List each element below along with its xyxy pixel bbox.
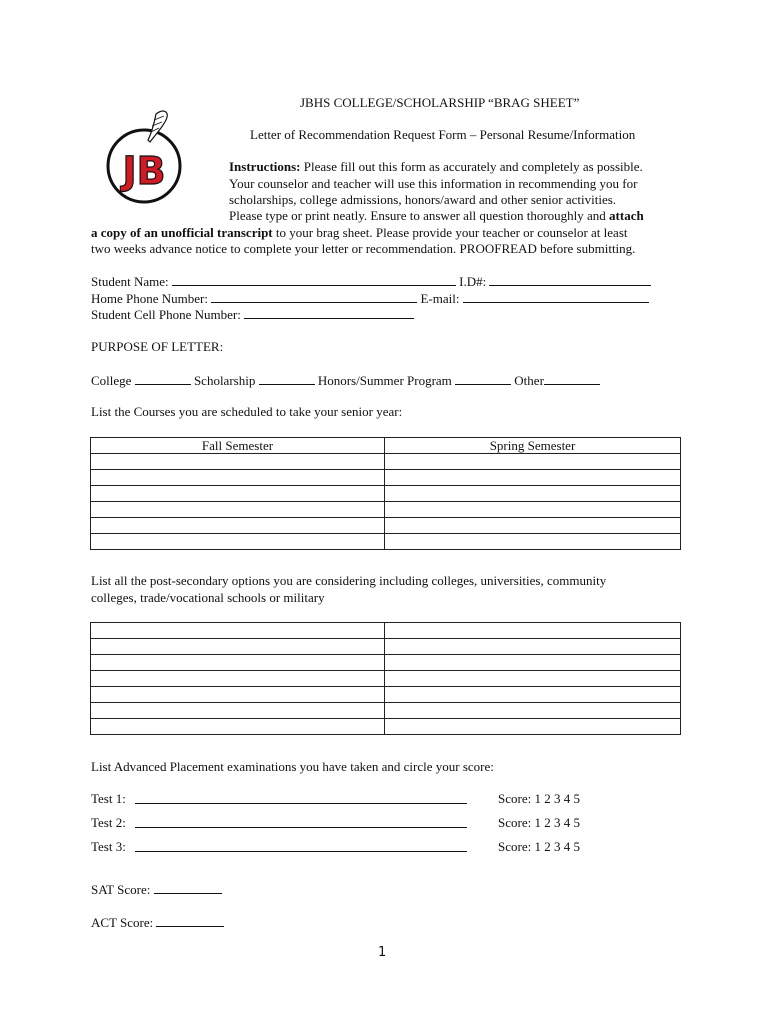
jbhs-logo xyxy=(104,106,184,206)
course-cell[interactable] xyxy=(91,518,385,534)
instructions-line-5: a copy of an unofficial transcript to your brag sheet. Please provide your teacher or counselor at least xyxy=(91,225,628,240)
table-row xyxy=(91,703,681,719)
courses-prompt: List the Courses you are scheduled to take your senior year: xyxy=(91,404,403,419)
ap-test-3-score[interactable]: Score: 1 2 3 4 5 xyxy=(498,839,580,854)
option-cell[interactable] xyxy=(91,623,385,639)
act-row xyxy=(91,914,224,931)
table-row xyxy=(91,671,681,687)
option-cell[interactable] xyxy=(91,639,385,655)
table-row xyxy=(91,655,681,671)
home-phone-row xyxy=(91,290,649,307)
ap-test-3-field[interactable] xyxy=(135,839,467,852)
cell-phone-field[interactable] xyxy=(244,306,414,319)
postsecondary-prompt-line-1: List all the post-secondary options you are considering including colleges, universities, community xyxy=(91,573,607,588)
act-label: ACT Score: xyxy=(91,915,154,930)
purpose-honors-field[interactable] xyxy=(455,372,511,385)
ap-test-1-field[interactable] xyxy=(135,791,467,804)
option-cell[interactable] xyxy=(385,639,681,655)
table-row xyxy=(91,687,681,703)
purpose-college-label: College xyxy=(91,373,132,388)
courses-table xyxy=(90,437,681,550)
purpose-options-row xyxy=(91,372,600,389)
student-name-label: Student Name: xyxy=(91,274,169,289)
page-number: 1 xyxy=(378,945,387,960)
spring-semester-header: Spring Semester xyxy=(385,438,681,454)
fall-semester-header: Fall Semester xyxy=(91,438,385,454)
course-cell[interactable] xyxy=(385,502,681,518)
student-name-field[interactable] xyxy=(172,273,456,286)
home-phone-field[interactable] xyxy=(211,290,417,303)
table-row xyxy=(91,470,681,486)
option-cell[interactable] xyxy=(91,687,385,703)
option-cell[interactable] xyxy=(385,703,681,719)
ap-test-2-label: Test 2: xyxy=(91,815,126,830)
purpose-other-field[interactable] xyxy=(544,372,600,385)
course-cell[interactable] xyxy=(385,534,681,550)
option-cell[interactable] xyxy=(91,719,385,735)
ap-test-2-field[interactable] xyxy=(135,815,467,828)
instructions-line-4: Please type or print neatly. Ensure to answer all question thoroughly and attach xyxy=(229,208,644,223)
ap-test-1-score[interactable]: Score: 1 2 3 4 5 xyxy=(498,791,580,806)
course-cell[interactable] xyxy=(91,534,385,550)
instructions-line-1: Instructions: Please fill out this form as accurately and completely as possible. xyxy=(229,159,643,174)
purpose-heading: PURPOSE OF LETTER: xyxy=(91,339,224,354)
table-row xyxy=(91,534,681,550)
option-cell[interactable] xyxy=(385,719,681,735)
act-field[interactable] xyxy=(156,914,224,927)
instructions-line-6: two weeks advance notice to complete your letter or recommendation. PROOFREAD before submitting. xyxy=(91,241,636,256)
option-cell[interactable] xyxy=(91,671,385,687)
purpose-college-field[interactable] xyxy=(135,372,191,385)
course-cell[interactable] xyxy=(385,454,681,470)
logo-text: JB xyxy=(122,149,166,193)
sat-label: SAT Score: xyxy=(91,882,151,897)
instructions-label: Instructions: xyxy=(229,159,301,174)
course-cell[interactable] xyxy=(385,518,681,534)
course-cell[interactable] xyxy=(385,486,681,502)
student-name-row xyxy=(91,273,651,290)
ap-test-1-label: Test 1: xyxy=(91,791,126,806)
instructions-line-3: scholarships, college admissions, honors/award and other senior activities. xyxy=(229,192,617,207)
sat-row xyxy=(91,881,222,898)
option-cell[interactable] xyxy=(91,703,385,719)
option-cell[interactable] xyxy=(385,623,681,639)
course-cell[interactable] xyxy=(91,470,385,486)
table-row xyxy=(91,639,681,655)
table-row xyxy=(91,502,681,518)
table-row xyxy=(91,518,681,534)
email-label: E-mail: xyxy=(420,291,460,306)
ap-test-2-score[interactable]: Score: 1 2 3 4 5 xyxy=(498,815,580,830)
course-cell[interactable] xyxy=(91,502,385,518)
postsecondary-table xyxy=(90,622,681,735)
cell-phone-row xyxy=(91,306,414,323)
table-row xyxy=(91,486,681,502)
option-cell[interactable] xyxy=(385,655,681,671)
form-title: JBHS COLLEGE/SCHOLARSHIP “BRAG SHEET” xyxy=(300,95,580,110)
id-field[interactable] xyxy=(489,273,651,286)
course-cell[interactable] xyxy=(385,470,681,486)
postsecondary-prompt-line-2: colleges, trade/vocational schools or military xyxy=(91,590,325,605)
cell-phone-label: Student Cell Phone Number: xyxy=(91,307,241,322)
purpose-scholarship-field[interactable] xyxy=(259,372,315,385)
option-cell[interactable] xyxy=(385,687,681,703)
option-cell[interactable] xyxy=(91,655,385,671)
form-subtitle: Letter of Recommendation Request Form – Personal Resume/Information xyxy=(250,127,636,142)
sat-field[interactable] xyxy=(154,881,222,894)
id-label: I.D#: xyxy=(459,274,487,289)
course-cell[interactable] xyxy=(91,454,385,470)
table-row xyxy=(91,454,681,470)
home-phone-label: Home Phone Number: xyxy=(91,291,208,306)
option-cell[interactable] xyxy=(385,671,681,687)
email-field[interactable] xyxy=(463,290,649,303)
purpose-other-label: Other xyxy=(514,373,544,388)
course-cell[interactable] xyxy=(91,486,385,502)
instructions-line-2: Your counselor and teacher will use this information in recommending you for xyxy=(229,176,638,191)
table-row xyxy=(91,623,681,639)
purpose-honors-label: Honors/Summer Program xyxy=(317,373,452,388)
table-row xyxy=(91,719,681,735)
ap-test-3-label: Test 3: xyxy=(91,839,126,854)
purpose-scholarship-label: Scholarship xyxy=(193,373,256,388)
ap-prompt: List Advanced Placement examinations you have taken and circle your score: xyxy=(91,759,494,774)
